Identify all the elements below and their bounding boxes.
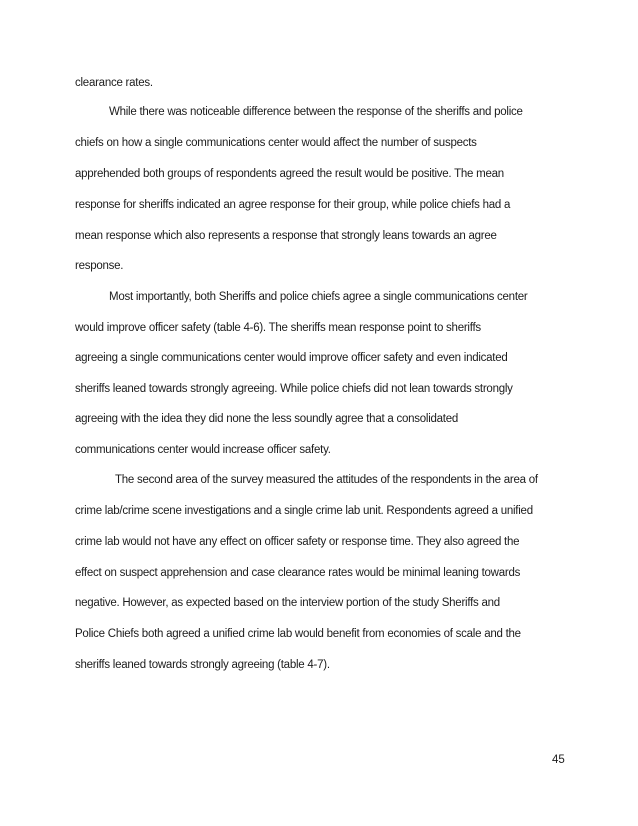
- text-line: communications center would increase officer safety.: [75, 444, 331, 456]
- text-line: crime lab/crime scene investigations and a single crime lab unit. Respondents agreed a unified: [75, 505, 533, 517]
- text-line: negative. However, as expected based on the interview portion of the study Sheriffs and: [75, 597, 500, 609]
- text-line: While there was noticeable difference between the response of the sheriffs and police: [109, 106, 523, 118]
- text-line: response for sheriffs indicated an agree response for their group, while police chiefs had a: [75, 199, 511, 211]
- text-line: crime lab would not have any effect on officer safety or response time. They also agreed the: [75, 536, 520, 548]
- text-line: agreeing with the idea they did none the less soundly agree that a consolidated: [75, 413, 459, 425]
- text-line: The second area of the survey measured the attitudes of the respondents in the area of: [115, 474, 538, 486]
- text-line: agreeing a single communications center would improve officer safety and even indicated: [75, 352, 508, 364]
- text-line: chiefs on how a single communications center would affect the number of suspects: [75, 137, 477, 149]
- text-line: sheriffs leaned towards strongly agreeing. While police chiefs did not lean towards strongly: [75, 383, 513, 395]
- text-line: clearance rates.: [75, 77, 153, 89]
- text-line: apprehended both groups of respondents agreed the result would be positive. The mean: [75, 168, 504, 180]
- text-line: Police Chiefs both agreed a unified crime lab would benefit from economies of scale and the: [75, 628, 521, 640]
- text-line: mean response which also represents a response that strongly leans towards an agree: [75, 230, 497, 242]
- page-number: 45: [552, 754, 565, 766]
- text-line: would improve officer safety (table 4-6). The sheriffs mean response point to sheriffs: [75, 322, 481, 334]
- text-line: effect on suspect apprehension and case clearance rates would be minimal leaning towards: [75, 567, 521, 579]
- text-line: sheriffs leaned towards strongly agreeing (table 4-7).: [75, 659, 330, 671]
- text-line: Most importantly, both Sheriffs and police chiefs agree a single communications center: [109, 291, 528, 303]
- text-line: response.: [75, 260, 124, 272]
